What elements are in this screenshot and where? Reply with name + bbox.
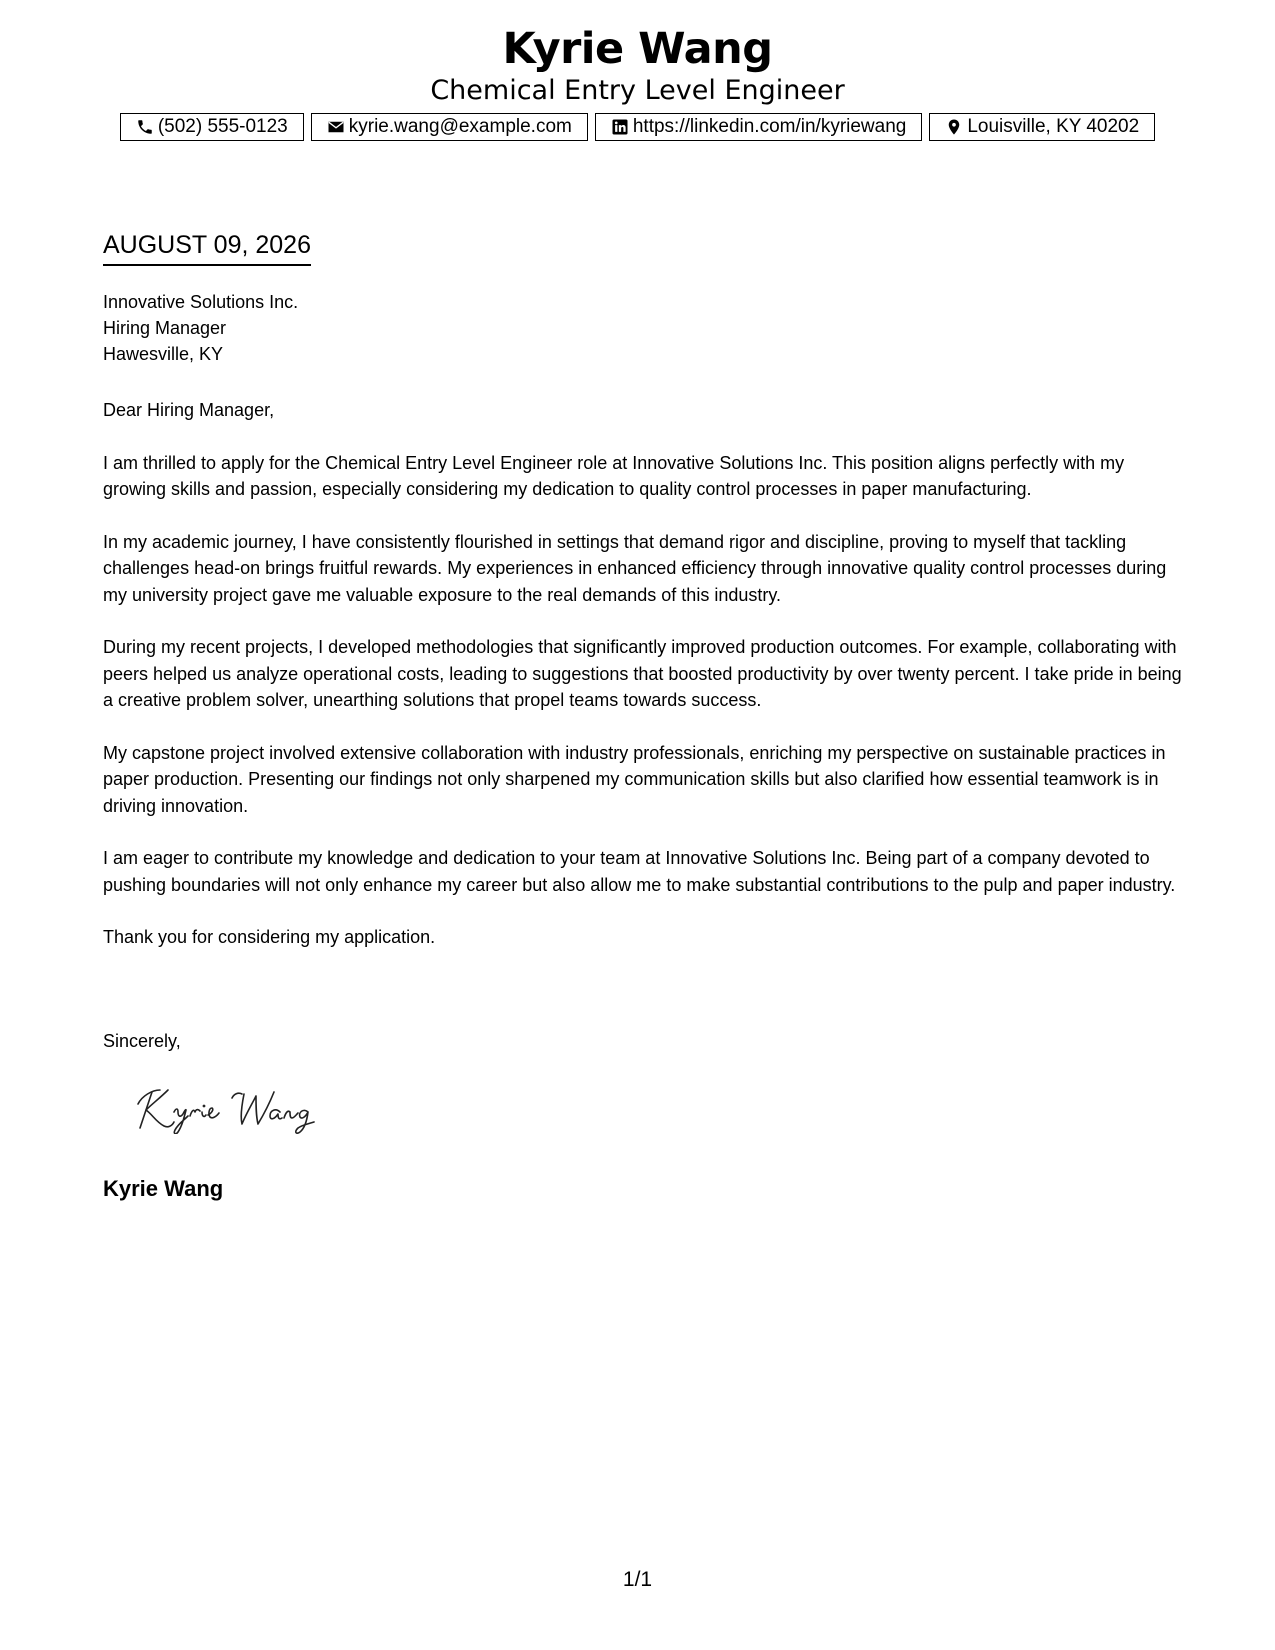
signer-name: Kyrie Wang [103,1176,224,1201]
email-address: kyrie.wang@example.com [348,116,572,137]
resume-header [0,22,1275,108]
closing: Sincerely, [103,1031,181,1051]
handwritten-signature [130,1082,330,1139]
body-paragraph: I am thrilled to apply for the Chemical Entry Level Engineer role at Innovative Solutions Inc. This position aligns perfectly with my growing skills and passion, especially considering my dedication to quality control processes in paper manufacturing. [103,452,1125,499]
envelope-icon [327,118,345,136]
body-paragraph: I am eager to contribute my knowledge and dedication to your team at Innovative Solutions Inc. Being part of a company devoted to pushing boundaries will not only enhance my career but also allow me to make substantial contributions to the pulp and paper industry. [103,848,1176,895]
linkedin-icon [611,118,629,136]
linkedin-url: https://linkedin.com/in/kyriewang [632,116,907,137]
page-number: 1/1 [622,1568,653,1591]
recipient-company: Innovative Solutions Inc. [103,292,299,312]
letter-date-block [103,230,311,266]
contact-email[interactable] [311,113,588,141]
contact-bar [0,113,1275,141]
salutation: Dear Hiring Manager, [103,400,275,420]
body-paragraph: In my academic journey, I have consistently flourished in settings that demand rigor and discipline, proving to myself that tackling challenges head-on brings fruitful rewards. My experiences in enhanced efficiency through innovative quality control processes during my university project gave me valuable exposure to the real demands of this industry. [103,531,1167,605]
contact-phone[interactable] [120,113,304,141]
contact-linkedin[interactable] [595,113,923,141]
phone-icon [136,118,154,136]
recipient-block [103,289,298,367]
body-paragraph: Thank you for considering my application. [103,927,436,947]
body-paragraph: My capstone project involved extensive collaboration with industry professionals, enriching my perspective on sustainable practices in paper production. Presenting our findings not only sharpened my communication skills but also clarified how essential teamwork is in driving innovation. [103,742,1166,816]
job-title: Chemical Entry Level Engineer [430,75,845,106]
contact-location [929,113,1155,141]
body-paragraph: During my recent projects, I developed methodologies that significantly improved production outcomes. For example, collaborating with peers helped us analyze operational costs, leading to suggestions that boosted productivity by over twenty percent. I take pride in being a creative problem solver, unearthing solutions that propel teams towards success. [103,637,1182,710]
phone-number: (502) 555-0123 [157,116,288,137]
location-text: Louisville, KY 40202 [967,116,1140,137]
applicant-name: Kyrie Wang [502,24,773,74]
map-pin-icon [945,118,963,136]
letter-body [103,397,1183,977]
letter-date: AUGUST 09, 2026 [103,230,311,266]
recipient-location: Hawesville, KY [103,344,224,364]
recipient-role: Hiring Manager [103,318,227,338]
